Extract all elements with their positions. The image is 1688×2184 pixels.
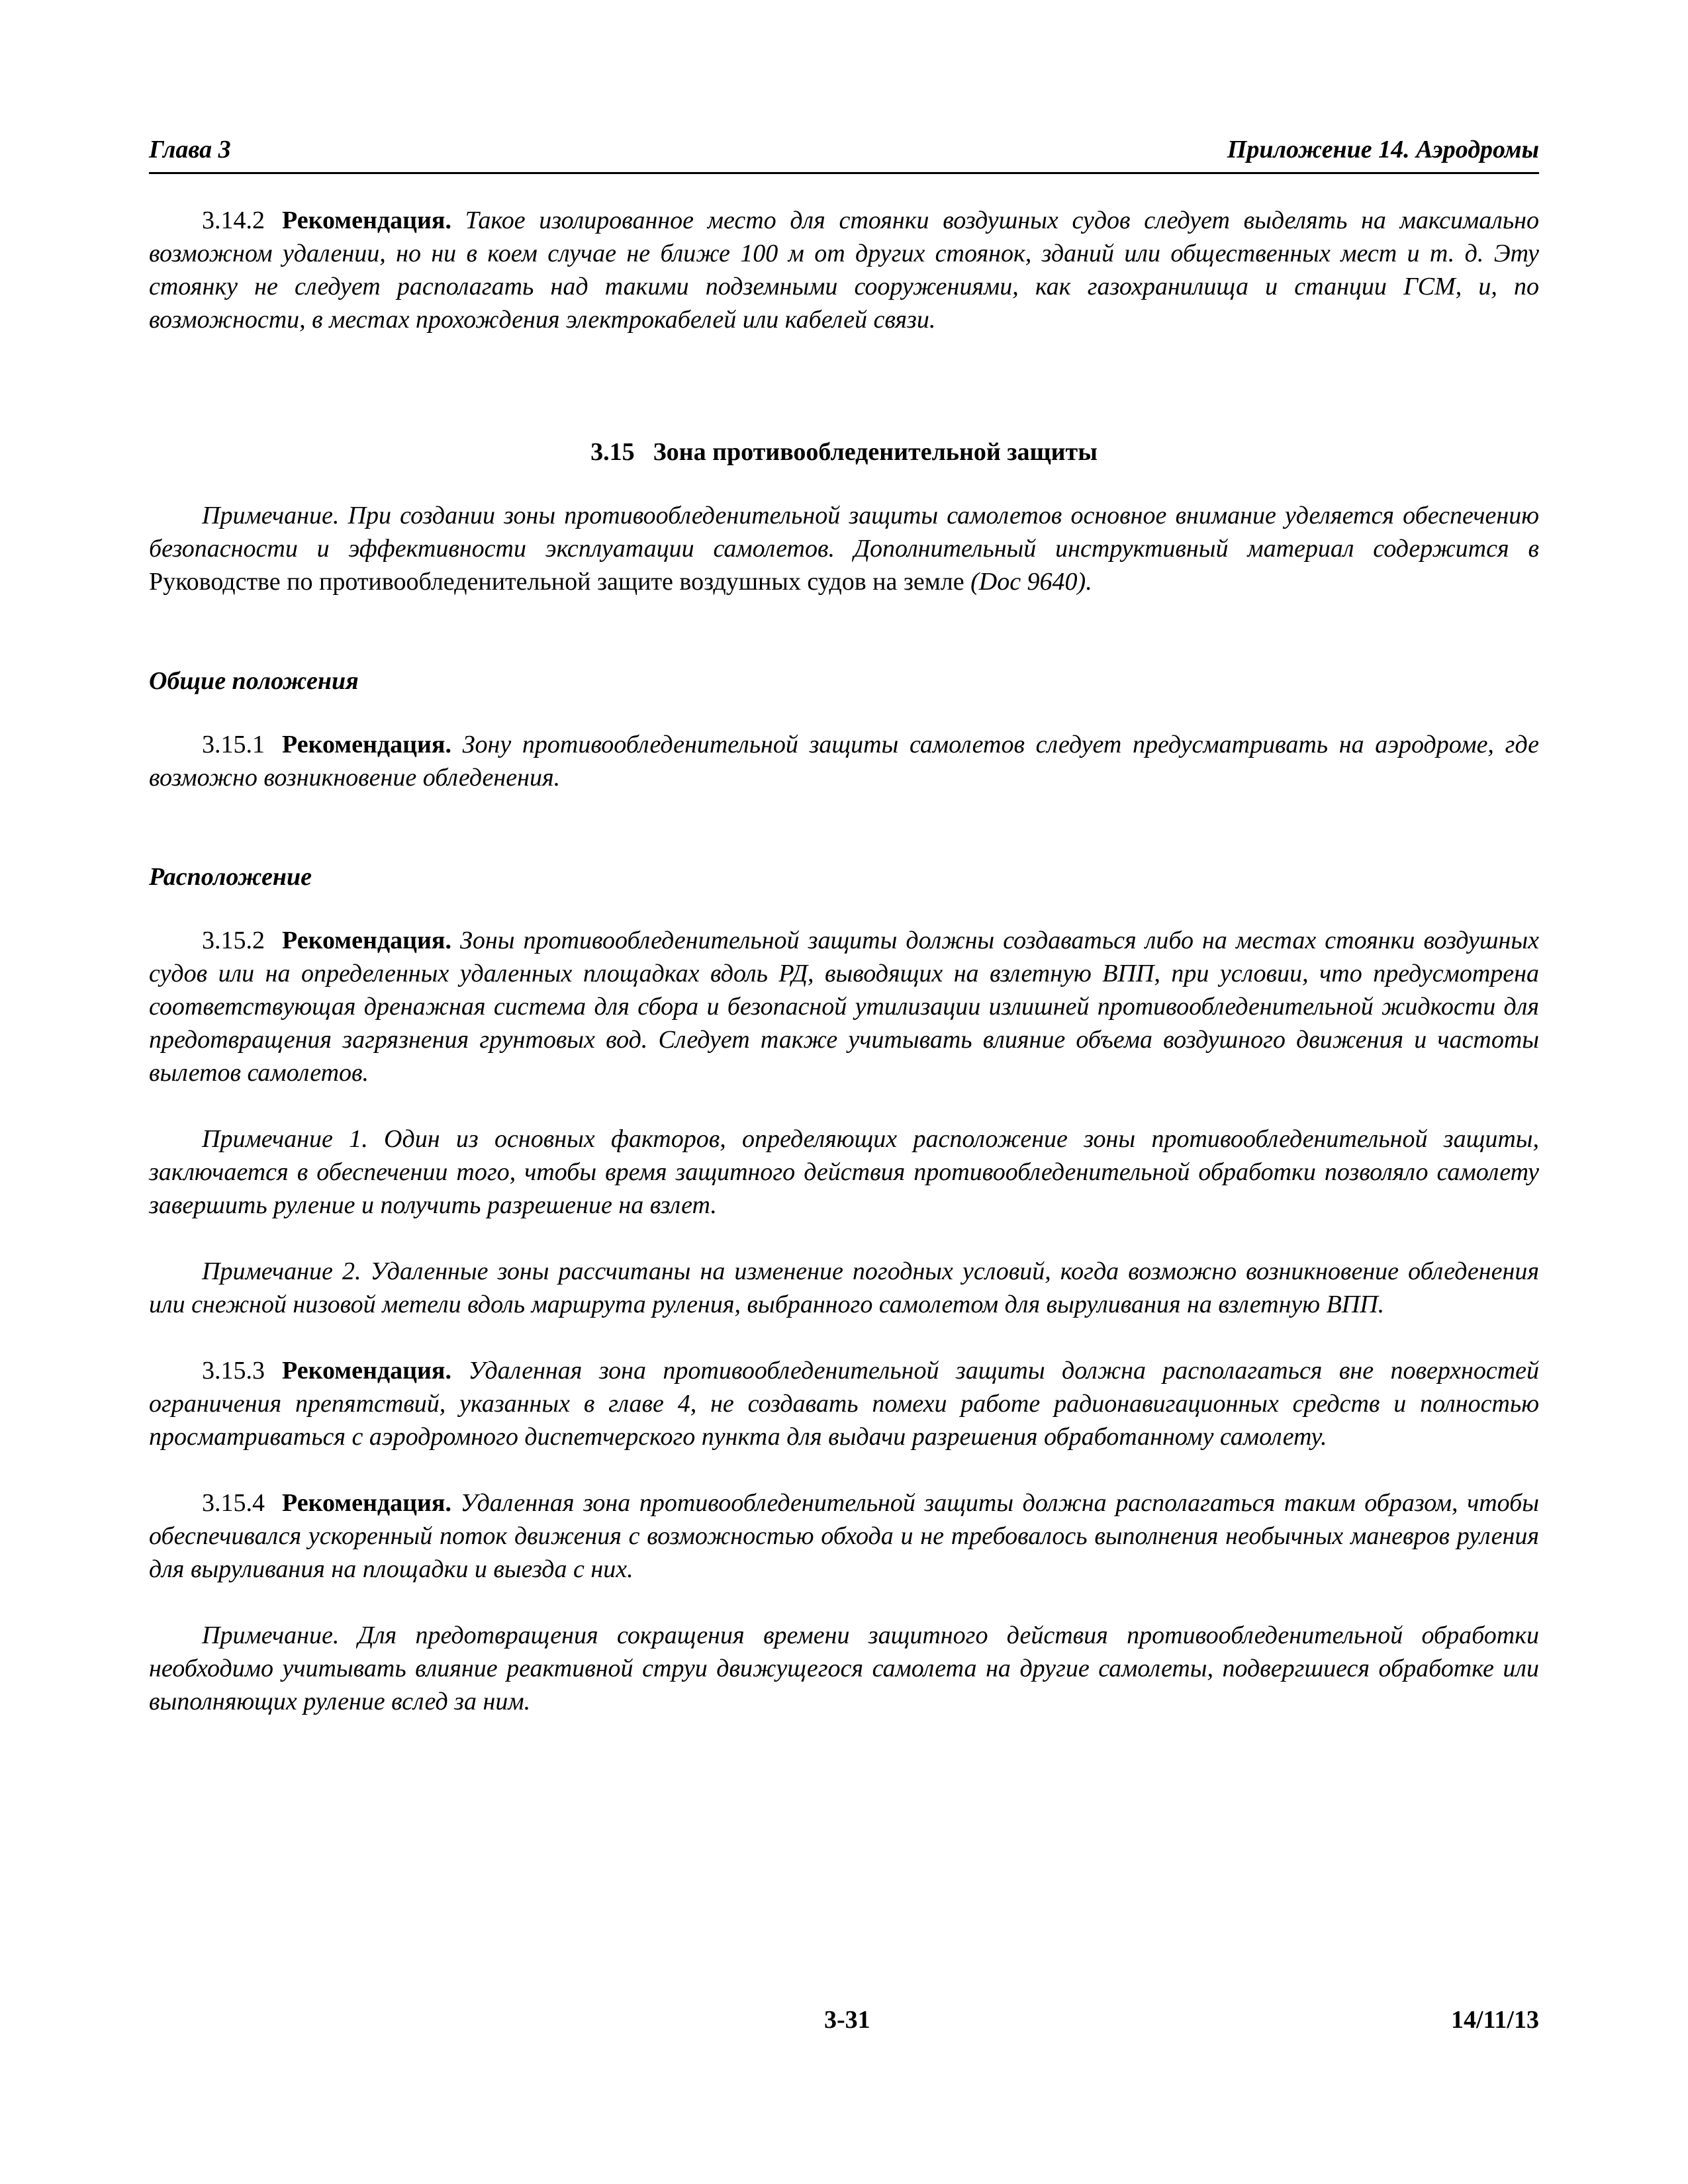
paragraph-3-15-4 [149,1486,1539,1586]
subheading-general: Общие положения [149,667,359,695]
section-title-text: Зона противообледенительной защиты [653,438,1098,466]
subheading-location: Расположение [149,863,312,891]
document-page [149,126,1539,2111]
recommendation-label: Рекомендация. [282,927,451,954]
page-footer [149,2005,1539,2045]
paragraph-text: Зоны противообледенительной защиты должны создаваться либо на местах стоянки воздушных судов или на определенных удаленных площадках вдоль РД, выводящих на взлетную ВПП, при условии, что предусмотрена соответствующая дренажная система для сбора и безопасной утилизации излишней противообледенительной жидкости для предотвращения загрязнения грунтовых вод. Следует также учитывать влияние объема воздушного движения и частоты вылетов самолетов. [149,927,1540,1087]
paragraph-3-14-2 [149,204,1539,336]
paragraph-number: 3.15.4 [202,1489,265,1517]
section-title-3-15 [149,435,1539,469]
paragraph-number: 3.15.2 [202,927,265,954]
header-chapter: Глава 3 [149,136,231,163]
paragraph-3-15-3 [149,1354,1539,1453]
note-2: Примечание 2. Удаленные зоны рассчитаны на изменение погодных условий, когда возможно возникновение обледенения или снежной низовой метели вдоль маршрута руления, выбранного самолетом для выруливания на взлетную ВПП. [149,1257,1539,1318]
paragraph-text: Такое изолированное место для стоянки воздушных судов следует выделять на максимально возможном удалении, но ни в коем случае не ближе 100 м от других стоянок, зданий или общественных мест и т. д. Эту стоянку не следует располагать над такими подземными сооружениями, как газохранилища и станции ГСМ, и, по возможности, в местах прохождения электрокабелей или кабелей связи. [149,206,1540,334]
recommendation-label: Рекомендация. [282,1489,451,1517]
paragraph-text: Зону противообледенительной защиты самолетов следует предусматривать на аэродроме, где возможно возникновение обледенения. [149,731,1539,792]
header-annex: Приложение 14. Аэродромы [1227,136,1539,163]
note-text-after: (Doc 9640). [970,568,1092,596]
page-header [149,126,1539,174]
paragraph-number: 3.15.1 [202,731,265,758]
page-content [149,204,1539,1718]
paragraph-text: Удаленная зона противообледенительной защиты должна располагаться таким образом, чтобы обеспечивался ускоренный поток движения с возможностью обхода и не требовалось выполнения необычных маневров руления для выруливания на площадки и выезда с них. [149,1489,1539,1583]
note-text-before: Примечание. При создании зоны противообледенительной защиты самолетов основное внимание уделяется обеспечению безопасности и эффективности эксплуатации самолетов. Дополнительный инструктивный материал содержится в [149,502,1539,563]
footer-date: 14/11/13 [1450,2006,1539,2034]
note-1: Примечание 1. Один из основных факторов, определяющих расположение зоны противообледенительной защиты, заключается в обеспечении того, чтобы время защитного действия противообледенительной обработки позволяло самолету завершить руление и получить разрешение на взлет. [149,1125,1539,1219]
note-intro [149,499,1539,598]
recommendation-label: Рекомендация. [282,206,451,234]
note-final: Примечание. Для предотвращения сокращения времени защитного действия противообледенительной обработки необходимо учитывать влияние реактивной струи движущегося самолета на другие самолеты, подвергшиеся обработке или выполняющих руление вслед за ним. [149,1621,1539,1715]
recommendation-label: Рекомендация. [282,1357,451,1385]
paragraph-3-15-2 [149,924,1539,1089]
paragraph-3-15-1 [149,728,1539,794]
paragraph-number: 3.14.2 [202,206,265,234]
note-doc-reference: Руководстве по противообледенительной защите воздушных судов на земле [149,568,964,596]
recommendation-label: Рекомендация. [282,731,451,758]
paragraph-text: Удаленная зона противообледенительной защиты должна располагаться вне поверхностей ограничения препятствий, указанных в главе 4, не создавать помехи работе радионавигационных средств и полностью просматриваться с аэродромного диспетчерского пункта для выдачи разрешения обработанному самолету. [149,1357,1540,1451]
page-number: 3-31 [824,2006,870,2034]
section-number: 3.15 [590,438,635,466]
paragraph-number: 3.15.3 [202,1357,265,1385]
